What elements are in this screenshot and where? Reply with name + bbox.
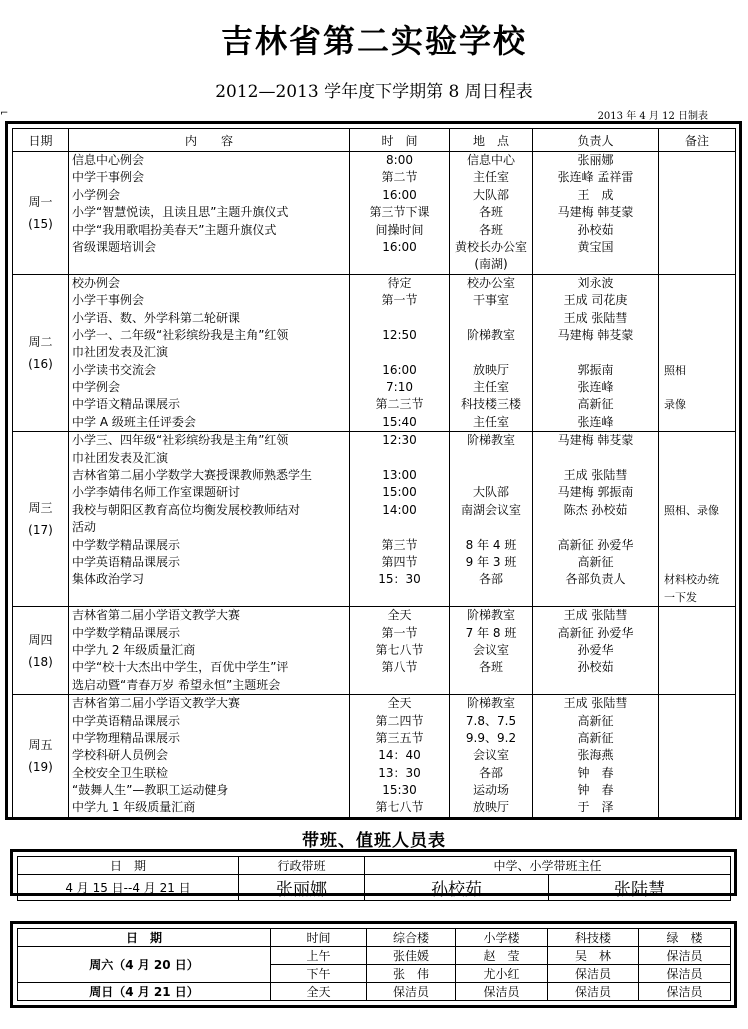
person-line: 王成 张陆彗 <box>563 696 628 711</box>
person-line: 孙校茹 <box>577 660 614 675</box>
person-cell <box>533 695 659 818</box>
time-cell <box>350 695 450 818</box>
time-line: 全天 <box>387 608 412 623</box>
person-line: 高新征 <box>577 713 614 728</box>
time-line: 15：30 <box>378 572 421 587</box>
day-cell <box>13 152 69 275</box>
time-cell <box>350 274 450 432</box>
weekend-day: 周日（4 月 21 日） <box>18 983 271 1001</box>
person-line: 张连峰 孟祥雷 <box>557 170 634 185</box>
time-line: 15:30 <box>382 783 417 798</box>
time-line: 15:00 <box>382 485 417 500</box>
place-line: 7 年 8 班 <box>465 625 517 640</box>
content-line: 校办例会 <box>72 275 121 290</box>
place-line: 阶梯教室 <box>466 327 515 342</box>
place-line: 校办公室 <box>466 275 515 290</box>
content-line: 小学语、数、外学科第二轮研课 <box>72 310 241 325</box>
place-cell <box>450 607 533 695</box>
note-line: 一下发 <box>664 590 697 604</box>
time-line: 12:30 <box>382 433 417 448</box>
weekend-header-bldg4: 绿 楼 <box>639 929 731 947</box>
header-place: 地 点 <box>450 129 533 152</box>
day-date: (18) <box>28 654 53 669</box>
place-line: 7.8、7.5 <box>465 713 517 728</box>
time-line: 16:00 <box>382 362 417 377</box>
content-line: 小学一、二年级“社彩缤纷我是主角”红领 <box>72 327 289 342</box>
content-line: 小学“智慧悦读，且读且思”主题升旗仪式 <box>72 205 289 220</box>
duty-table <box>17 856 731 901</box>
weekend-cell: 全天 <box>271 983 367 1001</box>
note-line: 照相 <box>664 363 686 377</box>
person-line: 王成 张陆彗 <box>563 468 628 483</box>
person-line: 王成 张陆彗 <box>563 608 628 623</box>
content-cell <box>69 432 350 607</box>
weekend-cell: 保洁员 <box>456 983 548 1001</box>
content-line: 小学三、四年级“社彩缤纷我是主角”红领 <box>72 433 289 448</box>
weekend-row <box>18 947 731 965</box>
duty-header-date: 日 期 <box>18 857 239 875</box>
content-line: “鼓舞人生”—教职工运动健身 <box>72 783 229 798</box>
note-line <box>659 292 735 309</box>
time-line: 全天 <box>387 696 412 711</box>
person-cell <box>533 152 659 275</box>
content-line: 选启动暨“青春万岁 希望永恒”主题班会 <box>72 677 281 692</box>
weekend-table <box>17 928 731 1001</box>
person-line: 于 泽 <box>577 800 614 815</box>
schedule-day-row <box>13 152 736 275</box>
weekend-cell: 保洁员 <box>548 983 639 1001</box>
place-line: 主任室 <box>472 380 509 395</box>
place-line: 会议室 <box>472 748 509 763</box>
place-line: 主任室 <box>472 414 509 429</box>
duty-teacher-primary: 张陆慧 <box>549 875 731 901</box>
person-line: 郭振南 <box>577 362 614 377</box>
time-line: 第二四节 <box>375 713 424 728</box>
person-line: 钟 春 <box>577 765 614 780</box>
person-line: 张连峰 <box>577 414 614 429</box>
content-line: 中学“校十大杰出中学生，百优中学生”评 <box>72 660 289 675</box>
time-line: 14:00 <box>382 502 417 517</box>
place-line: 9.9、9.2 <box>465 730 517 745</box>
day-date: (15) <box>28 216 53 231</box>
weekend-header-row <box>18 929 731 947</box>
duty-header-teachers: 中学、小学带班主任 <box>365 857 731 875</box>
person-line <box>533 450 658 467</box>
content-line: 吉林省第二届小学语文教学大赛 <box>72 696 241 711</box>
schedule-frame <box>5 121 742 820</box>
content-line: 小学读书交流会 <box>72 362 157 377</box>
day-date: (19) <box>28 759 53 774</box>
weekend-cell: 吴 林 <box>548 947 639 965</box>
content-line: 中学物理精品课展示 <box>72 730 181 745</box>
note-line <box>659 275 735 292</box>
note-line <box>659 450 735 467</box>
time-line: 间操时间 <box>375 222 424 237</box>
day-name: 周三 <box>28 501 53 516</box>
time-line: 13:00 <box>382 468 417 483</box>
person-cell <box>533 607 659 695</box>
content-line: 中学九 1 年级质量汇商 <box>72 800 196 815</box>
weekend-cell: 保洁员 <box>639 983 731 1001</box>
place-line: 放映厅 <box>472 362 509 377</box>
person-line: 孙爱华 <box>577 642 614 657</box>
note-line <box>659 467 735 484</box>
duty-frame <box>10 849 737 900</box>
person-line: 孙校茹 <box>577 222 614 237</box>
content-line: 我校与朝阳区教育高位均衡发展校教师结对 <box>72 502 301 517</box>
note-line <box>659 484 735 501</box>
place-line <box>450 450 532 467</box>
person-line: 马建梅 韩芟蒙 <box>557 433 634 448</box>
time-cell <box>350 152 450 275</box>
content-line: 全校安全卫生联检 <box>72 765 169 780</box>
content-line: 吉林省第二届小学语文教学大赛 <box>72 608 241 623</box>
note-cell <box>659 274 736 432</box>
place-cell <box>450 432 533 607</box>
time-line: 14：40 <box>378 748 421 763</box>
place-line: 黄校长办公室 <box>454 239 527 254</box>
weekend-header-time: 时间 <box>271 929 367 947</box>
weekend-cell: 赵 莹 <box>456 947 548 965</box>
day-cell <box>13 695 69 818</box>
person-line: 高新征 <box>577 730 614 745</box>
header-person: 负责人 <box>533 129 659 152</box>
schedule-day-row <box>13 607 736 695</box>
content-line: 中学英语精品课展示 <box>72 713 181 728</box>
duty-teacher-middle: 孙校茹 <box>365 875 549 901</box>
time-line <box>350 310 449 327</box>
day-name: 周一 <box>28 194 53 209</box>
place-line: 各部 <box>478 572 503 587</box>
person-line: 黄宝国 <box>577 239 614 254</box>
day-name: 周四 <box>28 632 53 647</box>
content-cell <box>69 152 350 275</box>
person-line: 张丽娜 <box>577 153 614 167</box>
person-line: 高新征 孙爱华 <box>557 625 634 640</box>
place-line: 会议室 <box>472 642 509 657</box>
person-cell <box>533 274 659 432</box>
made-date: 2013 年 4 月 12 日制表 <box>597 111 708 122</box>
content-line: 小学干事例会 <box>72 293 145 308</box>
place-line: 阶梯教室 <box>466 608 515 623</box>
schedule-table <box>12 128 736 818</box>
time-line <box>350 519 449 536</box>
content-line: 中学九 2 年级质量汇商 <box>72 642 196 657</box>
place-line <box>450 677 532 694</box>
weekend-frame <box>10 921 737 1008</box>
content-line: 集体政治学习 <box>72 572 145 587</box>
content-line: 中学干事例会 <box>72 170 145 185</box>
place-line: 干事室 <box>472 293 509 308</box>
weekend-day: 周六（4 月 20 日） <box>18 947 271 983</box>
content-line: 信息中心例会 <box>72 153 145 167</box>
time-line: 第三节 <box>381 537 418 552</box>
content-line: 中学英语精品课展示 <box>72 554 181 569</box>
duty-admin: 张丽娜 <box>239 875 365 901</box>
weekend-cell: 张佳媛 <box>367 947 456 965</box>
place-line: (南湖) <box>474 257 508 272</box>
person-line: 马建梅 韩芟蒙 <box>557 327 634 342</box>
content-line: 小学李婧伟名师工作室课题研讨 <box>72 485 241 500</box>
weekend-cell: 保洁员 <box>548 965 639 983</box>
day-cell <box>13 607 69 695</box>
place-line: 信息中心 <box>466 153 515 167</box>
note-line <box>659 432 735 449</box>
person-line: 陈杰 孙校茹 <box>563 502 628 517</box>
note-cell <box>659 432 736 607</box>
weekend-row <box>18 983 731 1001</box>
note-line: 录像 <box>664 398 686 412</box>
place-line: 主任室 <box>472 170 509 185</box>
note-line <box>659 554 735 571</box>
person-line: 马建梅 韩芟蒙 <box>557 205 634 220</box>
person-line: 王 成 <box>577 187 614 202</box>
page-title: 吉林省第二实验学校 <box>220 22 527 60</box>
time-line: 8:00 <box>386 153 413 167</box>
time-line: 第一节 <box>381 293 418 308</box>
place-line <box>450 467 532 484</box>
person-line: 高新征 <box>577 554 614 569</box>
content-line: 活动 <box>72 520 97 535</box>
note-line <box>659 519 735 536</box>
duty-date: 4 月 15 日--4 月 21 日 <box>18 875 239 901</box>
place-line: 各班 <box>478 222 503 237</box>
place-line: 科技楼三楼 <box>460 397 521 412</box>
person-line <box>533 519 658 536</box>
page-subtitle: 2012—2013 学年度下学期第 8 周日程表 <box>215 82 533 102</box>
time-line: 第四节 <box>381 554 418 569</box>
content-line: 中学数学精品课展示 <box>72 537 181 552</box>
weekend-cell: 尤小红 <box>456 965 548 983</box>
time-line <box>350 344 449 361</box>
weekend-cell: 保洁员 <box>367 983 456 1001</box>
time-line: 13：30 <box>378 765 421 780</box>
weekend-cell: 保洁员 <box>639 947 731 965</box>
place-line <box>450 519 532 536</box>
person-line <box>533 344 658 361</box>
weekend-header-bldg1: 综合楼 <box>367 929 456 947</box>
person-line: 高新征 孙爱华 <box>557 537 634 552</box>
time-cell <box>350 607 450 695</box>
content-line: 中学“我用歌唱扮美春天”主题升旗仪式 <box>72 222 277 237</box>
corner-mark: ⌐ <box>0 108 9 119</box>
time-line: 第三五节 <box>375 730 424 745</box>
header-content: 内 容 <box>69 129 350 152</box>
person-line: 马建梅 郭振南 <box>557 485 634 500</box>
time-line: 12:50 <box>382 327 417 342</box>
time-line <box>350 677 449 694</box>
time-line <box>350 450 449 467</box>
note-line <box>659 537 735 554</box>
time-line: 第二三节 <box>375 397 424 412</box>
person-line: 钟 春 <box>577 783 614 798</box>
day-date: (16) <box>28 356 53 371</box>
note-cell <box>659 695 736 818</box>
place-line <box>450 310 532 327</box>
content-line: 省级课题培训会 <box>72 239 157 254</box>
content-line: 巾社团发表及汇演 <box>72 450 169 465</box>
day-date: (17) <box>28 523 53 538</box>
time-line: 第三节下课 <box>369 205 430 220</box>
note-line <box>659 379 735 396</box>
note-line <box>659 414 735 431</box>
duty-header-row <box>18 857 731 875</box>
weekend-cell: 张 伟 <box>367 965 456 983</box>
content-cell <box>69 695 350 818</box>
note-cell <box>659 152 736 275</box>
time-line: 第七八节 <box>375 642 424 657</box>
note-line <box>659 327 735 344</box>
time-cell <box>350 432 450 607</box>
person-line <box>533 677 658 694</box>
person-line: 王成 张陆彗 <box>563 310 628 325</box>
place-line: 运动场 <box>472 783 509 798</box>
schedule-header-row <box>13 129 736 152</box>
content-line: 中学例会 <box>72 380 121 395</box>
duty-header-admin: 行政带班 <box>239 857 365 875</box>
schedule-day-row <box>13 432 736 607</box>
time-line: 待定 <box>387 275 412 290</box>
content-cell <box>69 607 350 695</box>
time-line: 第八节 <box>381 660 418 675</box>
weekend-header-bldg3: 科技楼 <box>548 929 639 947</box>
place-line: 大队部 <box>472 485 509 500</box>
weekend-header-bldg2: 小学楼 <box>456 929 548 947</box>
place-line: 大队部 <box>472 187 509 202</box>
place-line: 各班 <box>478 660 503 675</box>
content-line: 小学例会 <box>72 187 121 202</box>
weekend-header-date: 日 期 <box>18 929 271 947</box>
note-line <box>659 310 735 327</box>
time-line: 第二节 <box>381 170 418 185</box>
place-line: 各班 <box>478 205 503 220</box>
person-line: 刘永波 <box>577 275 614 290</box>
time-line: 7:10 <box>386 380 413 395</box>
time-line: 第七八节 <box>375 800 424 815</box>
note-line <box>659 344 735 361</box>
place-cell <box>450 274 533 432</box>
header-date: 日期 <box>13 129 69 152</box>
time-line: 15:40 <box>382 414 417 429</box>
header-time: 时 间 <box>350 129 450 152</box>
place-line: 各部 <box>478 765 503 780</box>
content-line: 中学 A 级班主任评委会 <box>72 414 196 429</box>
content-line: 中学语文精品课展示 <box>72 397 181 412</box>
header-note: 备注 <box>659 129 736 152</box>
duty-title: 带班、值班人员表 <box>302 831 446 851</box>
place-line: 阶梯教室 <box>466 433 515 448</box>
place-cell <box>450 152 533 275</box>
content-line: 巾社团发表及汇演 <box>72 345 169 360</box>
place-line: 阶梯教室 <box>466 696 515 711</box>
time-line: 16:00 <box>382 239 417 254</box>
day-name: 周五 <box>28 737 53 752</box>
note-line: 材料校办统 <box>664 573 719 587</box>
person-line: 王成 司花庚 <box>563 293 628 308</box>
time-line: 16:00 <box>382 187 417 202</box>
schedule-day-row <box>13 695 736 818</box>
person-cell <box>533 432 659 607</box>
content-line: 吉林省第二届小学数学大赛授课教师熟悉学生 <box>72 468 313 483</box>
schedule-day-row <box>13 274 736 432</box>
content-line: 中学数学精品课展示 <box>72 625 181 640</box>
content-line: 学校科研人员例会 <box>72 748 169 763</box>
person-line: 各部负责人 <box>565 572 626 587</box>
day-cell <box>13 274 69 432</box>
note-cell <box>659 607 736 695</box>
content-cell <box>69 274 350 432</box>
weekend-cell: 保洁员 <box>639 965 731 983</box>
time-line: 第一节 <box>381 625 418 640</box>
person-line: 张海燕 <box>577 748 614 763</box>
duty-row <box>18 875 731 901</box>
day-name: 周二 <box>28 334 53 349</box>
person-line: 高新征 <box>577 397 614 412</box>
place-line <box>450 344 532 361</box>
place-line: 放映厅 <box>472 800 509 815</box>
weekend-cell: 下午 <box>271 965 367 983</box>
day-cell <box>13 432 69 607</box>
place-line: 南湖会议室 <box>460 502 521 517</box>
person-line: 张连峰 <box>577 380 614 395</box>
place-line: 8 年 4 班 <box>465 537 517 552</box>
note-line: 照相、录像 <box>664 503 719 517</box>
place-line: 9 年 3 班 <box>465 554 517 569</box>
place-cell <box>450 695 533 818</box>
weekend-cell: 上午 <box>271 947 367 965</box>
